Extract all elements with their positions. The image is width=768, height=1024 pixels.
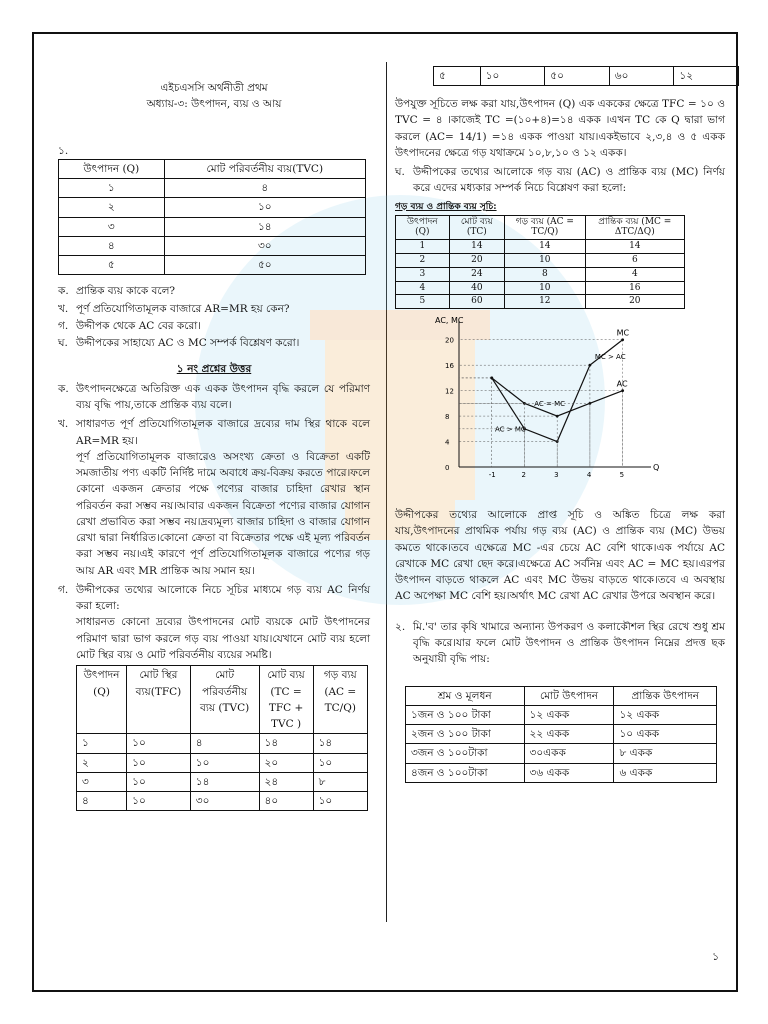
ac-table-cell: ২৪ bbox=[259, 772, 313, 791]
ac-table-row bbox=[77, 772, 368, 791]
ac-table-cell: ১৪ bbox=[313, 734, 367, 753]
chart-annotation: MC > AC bbox=[594, 352, 626, 361]
schedule-table-header-row bbox=[396, 215, 685, 240]
chart-y-tick: 8 bbox=[445, 413, 450, 422]
chart-series-label: MC bbox=[616, 328, 630, 338]
left-column bbox=[58, 60, 370, 811]
schedule-table-header-cell: গড় ব্যয় (AC = TC/Q) bbox=[505, 215, 586, 240]
schedule-table-cell: 20 bbox=[585, 295, 684, 309]
q2-table bbox=[405, 686, 717, 783]
chart-ylabel: AC, MC bbox=[435, 316, 464, 326]
q1-table-cell: ১ bbox=[59, 179, 165, 198]
answer-ka-text: উৎপাদনক্ষেত্রে অতিরিক্ত এক একক উৎপাদন বৃদ্ধি করলে যে পরিমাণ ব্যয় বৃদ্ধি পায়,তাকে প্রান্তিক ব্যয় বলে। bbox=[76, 382, 370, 411]
schedule-table-header-cell: উৎপাদন (Q) bbox=[396, 215, 450, 240]
q2-table-cell: ৩জন ও ১০০টাকা bbox=[406, 744, 525, 763]
ac-table-continued bbox=[433, 66, 739, 86]
q2-table-header-row bbox=[406, 686, 717, 705]
question-text: উদ্দীপক থেকে AC বের করো। bbox=[76, 319, 202, 332]
question2-marker: ২. bbox=[395, 620, 406, 633]
ac-table-row bbox=[434, 67, 739, 86]
answer-ga-text1: উদ্দীপকের তথ্যের আলোকে নিচে সূচির মাধ্যমে গড় ব্যয় AC নির্ণয় করা হলো: bbox=[76, 583, 370, 613]
q1-table-cell: ১৪ bbox=[164, 217, 365, 236]
q2-table-cell: ৪জন ও ১০০টাকা bbox=[406, 763, 525, 782]
schedule-table-cell: 40 bbox=[449, 281, 504, 295]
q1-table-row bbox=[59, 198, 366, 217]
question-text: পূর্ণ প্রতিযোগিতামূলক বাজারে AR=MR হয় কেন? bbox=[76, 302, 290, 315]
schedule-table-cell: 4 bbox=[585, 267, 684, 281]
right-column bbox=[395, 60, 725, 783]
schedule-table-header-cell: প্রান্তিক ব্যয় (MC = ΔTC/ΔQ) bbox=[585, 215, 684, 240]
question-marker: খ. bbox=[58, 302, 69, 315]
answer-kha-marker: খ. bbox=[58, 418, 69, 431]
question-item bbox=[58, 301, 370, 317]
chart-xlabel: Q bbox=[653, 463, 660, 473]
ac-table-cell: ৮ bbox=[313, 772, 367, 791]
answer-kha-text1: সাধারণত পূর্ণ প্রতিযোগিতামূলক বাজারে দ্রব্যের দাম স্থির থাকে বলে AR=MR হয়। bbox=[76, 418, 370, 447]
schedule-table-cell: 1 bbox=[396, 240, 450, 254]
q1-table-row bbox=[59, 236, 366, 255]
ac-table-header-cell: মোট ব্যয় (TC = TFC + TVC ) bbox=[259, 666, 313, 734]
q2-table-cell: ৩০একক bbox=[524, 744, 614, 763]
chart-series-label: AC bbox=[616, 379, 628, 389]
right-paragraph2: উদ্দীপকের তথ্যের আলোকে প্রাপ্ত সূচি ও অঙ্কিত চিত্রে লক্ষ করা যায়,উৎপাদনের প্রাথমিক পর্যায় গড় ব্যয় (AC) ও প্রান্তিক ব্যয় (MC) উভয় কমতে থাকে।তবে এক্ষেত্রে MC -এর চেয়ে AC বেশি থাকে।এক পর্যায়ে AC রেখাকে MC রেখা ছেদ করে।এক্ষেত্রে AC সর্বনিম্ন এবং AC = MC হয়।এরপর উৎপাদন বাড়তে থাকলে AC এবং MC উভয় বাড়তে থাকে।তবে এ অবস্থায় AC অপেক্ষা MC বেশি হয়।অর্থাৎ MC রেখা AC রেখার উপরে অবস্থান করে। bbox=[395, 509, 725, 603]
q2-table-row bbox=[406, 744, 717, 763]
answer-ga-marker: গ. bbox=[58, 583, 69, 596]
q2-table-cell: ৬ একক bbox=[614, 763, 717, 782]
right-paragraph1: উপযুক্ত সূচিতে লক্ষ করা যায়,উৎপাদন (Q) এক এককের ক্ষেত্রে TFC = ১০ ও TVC = ৪ ।কাজেই TC =(১০+৪)=১৪ একক ।এখন TC কে Q দ্বারা ভাগ করলে (AC= 14/1) =১৪ একক পাওয়া যায়।একইভাবে ২,৩,৪ ও ৫ একক উৎপাদনের ক্ষেত্রে গড় যথাক্রমে ১০,৮,১০ ও ১২ একক। bbox=[395, 98, 725, 159]
ac-table-cell: ১০ bbox=[190, 753, 259, 772]
question-marker: ক. bbox=[58, 285, 69, 298]
ac-table-cell: ১০ bbox=[313, 792, 367, 811]
q1-table-header-cell: উৎপাদন (Q) bbox=[59, 159, 165, 178]
question-item bbox=[58, 318, 370, 334]
answer1-title: ১ নং প্রশ্নের উত্তর bbox=[176, 363, 252, 376]
chart-x-tick: -1 bbox=[488, 471, 496, 480]
ac-table-cell: ৫০ bbox=[545, 67, 610, 86]
q1-table-header-cell: মোট পরিবর্তনীয় ব্যয়(TVC) bbox=[164, 159, 365, 178]
schedule-table-cell: 12 bbox=[505, 295, 586, 309]
column-divider bbox=[386, 62, 387, 922]
q2-table-cell: ১২ একক bbox=[614, 705, 717, 724]
ac-table-cell: ১০ bbox=[127, 772, 191, 791]
schedule-table-cell: 8 bbox=[505, 267, 586, 281]
chart-x-tick: 5 bbox=[619, 471, 625, 480]
ac-table-cell: ৪০ bbox=[259, 792, 313, 811]
chart-series-line-ac bbox=[492, 378, 623, 416]
schedule-table-cell: 10 bbox=[505, 253, 586, 267]
q1-table-header-row bbox=[59, 159, 366, 178]
question-text: উদ্দীপকের সাহায্যে AC ও MC সম্পর্ক বিশ্লেষণ করো। bbox=[76, 337, 300, 350]
answer-ga bbox=[58, 582, 370, 811]
question-text: প্রান্তিক ব্যয় কাকে বলে? bbox=[76, 285, 176, 298]
schedule-table-row bbox=[396, 281, 685, 295]
ac-table-header-cell: উৎপাদন (Q) bbox=[77, 666, 127, 734]
ac-table-header-cell: মোট পরিবর্তনীয় ব্যয় (TVC) bbox=[190, 666, 259, 734]
q1-table-cell: ৪ bbox=[59, 236, 165, 255]
schedule-table-cell: 60 bbox=[449, 295, 504, 309]
q2-table-cell: ২জন ও ১০০ টাকা bbox=[406, 725, 525, 744]
ac-table-cell: ১০ bbox=[480, 67, 545, 86]
q1-table-cell: ২ bbox=[59, 198, 165, 217]
chart-y-tick: 16 bbox=[445, 362, 454, 371]
question-item bbox=[58, 283, 370, 299]
schedule-table-header-cell: মোট ব্যয় (TC) bbox=[449, 215, 504, 240]
ac-table-row bbox=[77, 734, 368, 753]
ac-table-row bbox=[77, 753, 368, 772]
schedule-table-row bbox=[396, 240, 685, 254]
ac-table-cell: ১ bbox=[77, 734, 127, 753]
chart-y-tick: 0 bbox=[445, 464, 450, 473]
q2-table-header-cell: মোট উৎপাদন bbox=[524, 686, 614, 705]
ac-table-cell: ১৪ bbox=[190, 772, 259, 791]
ac-table-cell: ১০ bbox=[313, 753, 367, 772]
q2-table-row bbox=[406, 725, 717, 744]
answer-gha bbox=[395, 164, 725, 197]
answer-ga-text2: সাধারনত কোনো দ্রব্যের উৎপাদনের মোট ব্যয়কে মোট উৎপাদনের পরিমাণ দ্বারা ভাগ করলে গড় ব্যয় পাওয়া যায়।যেখানে মোট ব্যয় হলো মোট স্থির ব্যয় ও মোট পরিবর্তনীয় ব্যয়ের সমষ্টি। bbox=[76, 616, 370, 661]
chart-point bbox=[589, 364, 592, 367]
ac-table-header-cell: গড় ব্যয় (AC = TC/Q) bbox=[313, 666, 367, 734]
schedule-table-cell: 2 bbox=[396, 253, 450, 267]
ac-table-cell: ৩ bbox=[77, 772, 127, 791]
schedule-table-cell: 10 bbox=[505, 281, 586, 295]
q1-table bbox=[58, 159, 366, 276]
chart-point bbox=[490, 377, 493, 380]
ac-table-cell: ১০ bbox=[127, 734, 191, 753]
header-line2: অধ্যায়-৩: উৎপাদন, ব্যয় ও আয় bbox=[146, 98, 282, 111]
ac-table-cell: ৩০ bbox=[190, 792, 259, 811]
q1-table-cell: ৫০ bbox=[164, 256, 365, 275]
chart-y-tick: 4 bbox=[445, 438, 450, 447]
schedule-table-cell: 4 bbox=[396, 281, 450, 295]
answer-kha-text2: পূর্ণ প্রতিযোগিতামূলক বাজারেও অসংখ্য ক্রেতা ও বিক্রেতা একটি সমজাতীয় পণ্য একটি নির্দিষ্ট দামে অবাধে ক্রয়-বিক্রয় করতে পারে।ফলে কোনো একজন ক্রেতার পক্ষে পণ্যের বাজার চাহিদা রেখার স্থান পরিবর্তন করা সম্ভব নয়।আবার একজন বিক্রেতা পণ্যের বাজার যোগান রেখা প্রভাবিত করা সম্ভব নয়।দ্রব্যমূল্য বাজার চাহিদা ও বাজার যোগান রেখা দ্বারা নির্ধারিত।কোনো ক্রেতা বা বিক্রেতার পক্ষে এই মূল্য পরিবর্তন করা সম্ভব নয়।এই কারণে পূর্ণ প্রতিযোগিতামূলক বাজারে পণ্যের গড় আয় AR এবং MR প্রান্তিক আয় সমান হয়। bbox=[76, 450, 370, 577]
schedule-table-row bbox=[396, 253, 685, 267]
answer-kha bbox=[58, 416, 370, 579]
schedule-title: গড় ব্যয় ও প্রান্তিক ব্যয় সূচি: bbox=[395, 201, 497, 212]
q2-table-cell: ৮ একক bbox=[614, 744, 717, 763]
q2-table-header-cell: শ্রম ও মূলধন bbox=[406, 686, 525, 705]
schedule-table-cell: 20 bbox=[449, 253, 504, 267]
chart-y-tick: 12 bbox=[445, 387, 454, 396]
schedule-table bbox=[395, 215, 685, 310]
q1-table-row bbox=[59, 256, 366, 275]
ac-table-cell: ১০ bbox=[127, 792, 191, 811]
ac-table-cell: ৫ bbox=[434, 67, 481, 86]
question2 bbox=[395, 619, 725, 668]
chart-point bbox=[621, 389, 624, 392]
schedule-table-cell: 14 bbox=[585, 240, 684, 254]
q1-table-row bbox=[59, 217, 366, 236]
ac-table bbox=[76, 665, 368, 811]
q1-table-cell: ৫ bbox=[59, 256, 165, 275]
chart-annotation: AC = MC bbox=[534, 400, 566, 409]
chart-point bbox=[589, 402, 592, 405]
q1-table-cell: ৩০ bbox=[164, 236, 365, 255]
question-marker: ঘ. bbox=[58, 337, 68, 350]
ac-table-cell: ৪ bbox=[77, 792, 127, 811]
header bbox=[58, 80, 370, 113]
schedule-table-cell: 16 bbox=[585, 281, 684, 295]
ac-mc-chart bbox=[425, 313, 665, 503]
q2-table-cell: ১জন ও ১০০ টাকা bbox=[406, 705, 525, 724]
question-item bbox=[58, 335, 370, 351]
schedule-table-cell: 6 bbox=[585, 253, 684, 267]
schedule-table-cell: 3 bbox=[396, 267, 450, 281]
ac-table-cell: ৪ bbox=[190, 734, 259, 753]
ac-table-cell: ৬০ bbox=[609, 67, 674, 86]
chart-annotation: AC > MC bbox=[495, 425, 526, 434]
schedule-table-cell: 14 bbox=[505, 240, 586, 254]
ac-table-header-cell: মোট স্থির ব্যয়(TFC) bbox=[127, 666, 191, 734]
ac-table-header-row bbox=[77, 666, 368, 734]
ac-table-cell: ২ bbox=[77, 753, 127, 772]
answer-gha-text: উদ্দীপকের তথ্যের আলোকে গড় ব্যয় (AC) ও প্রান্তিক ব্যয় (MC) নির্ণয় করে এদের মধ্যকার সম্পর্ক নিচে বিশ্লেষণ করা হলো: bbox=[413, 166, 725, 195]
schedule-table-cell: 24 bbox=[449, 267, 504, 281]
chart-point bbox=[556, 415, 559, 418]
q2-table-cell: ৩৬ একক bbox=[524, 763, 614, 782]
q2-table-row bbox=[406, 763, 717, 782]
question1-number: ১. bbox=[58, 144, 69, 157]
chart-y-tick: 20 bbox=[445, 336, 454, 345]
ac-table-row bbox=[77, 792, 368, 811]
question-marker: গ. bbox=[58, 319, 69, 332]
answer-ka-marker: ক. bbox=[58, 382, 69, 395]
ac-table-cell: ১৪ bbox=[259, 734, 313, 753]
schedule-table-row bbox=[396, 295, 685, 309]
ac-table-cell: ১০ bbox=[127, 753, 191, 772]
schedule-table-cell: 5 bbox=[396, 295, 450, 309]
chart-x-tick: 3 bbox=[554, 471, 559, 480]
q2-table-cell: ১০ একক bbox=[614, 725, 717, 744]
page-number: ১ bbox=[712, 950, 720, 963]
schedule-table-row bbox=[396, 267, 685, 281]
q2-table-header-cell: প্রান্তিক উৎপাদন bbox=[614, 686, 717, 705]
ac-table-cell: ২০ bbox=[259, 753, 313, 772]
q2-table-row bbox=[406, 705, 717, 724]
q1-questions bbox=[58, 283, 370, 351]
q1-table-row bbox=[59, 179, 366, 198]
schedule-table-cell: 14 bbox=[449, 240, 504, 254]
question2-text: মি.'ব' তার কৃষি খামারে অন্যান্য উপকরণ ও কলাকৌশল স্থির রেখে শুধু শ্রম বৃদ্ধি করে।যার ফলে মোট উৎপাদন ও প্রান্তিক উৎপাদন নিম্নের প্রদত্ত ছক অনুযায়ী বৃদ্ধি পায়: bbox=[413, 620, 725, 666]
chart-point bbox=[621, 338, 624, 341]
ac-table-cell: ১২ bbox=[674, 67, 739, 86]
q2-table-cell: ১২ একক bbox=[524, 705, 614, 724]
q1-table-cell: ৪ bbox=[164, 179, 365, 198]
chart-x-tick: 2 bbox=[521, 471, 526, 480]
chart-x-tick: 4 bbox=[586, 471, 592, 480]
answer-ka bbox=[58, 381, 370, 414]
header-line1: এইচএসসি অর্থনীতী প্রথম bbox=[160, 82, 268, 94]
q1-table-cell: ১০ bbox=[164, 198, 365, 217]
q1-table-cell: ৩ bbox=[59, 217, 165, 236]
q2-table-cell: ২২ একক bbox=[524, 725, 614, 744]
answer-gha-marker: ঘ. bbox=[395, 166, 405, 179]
